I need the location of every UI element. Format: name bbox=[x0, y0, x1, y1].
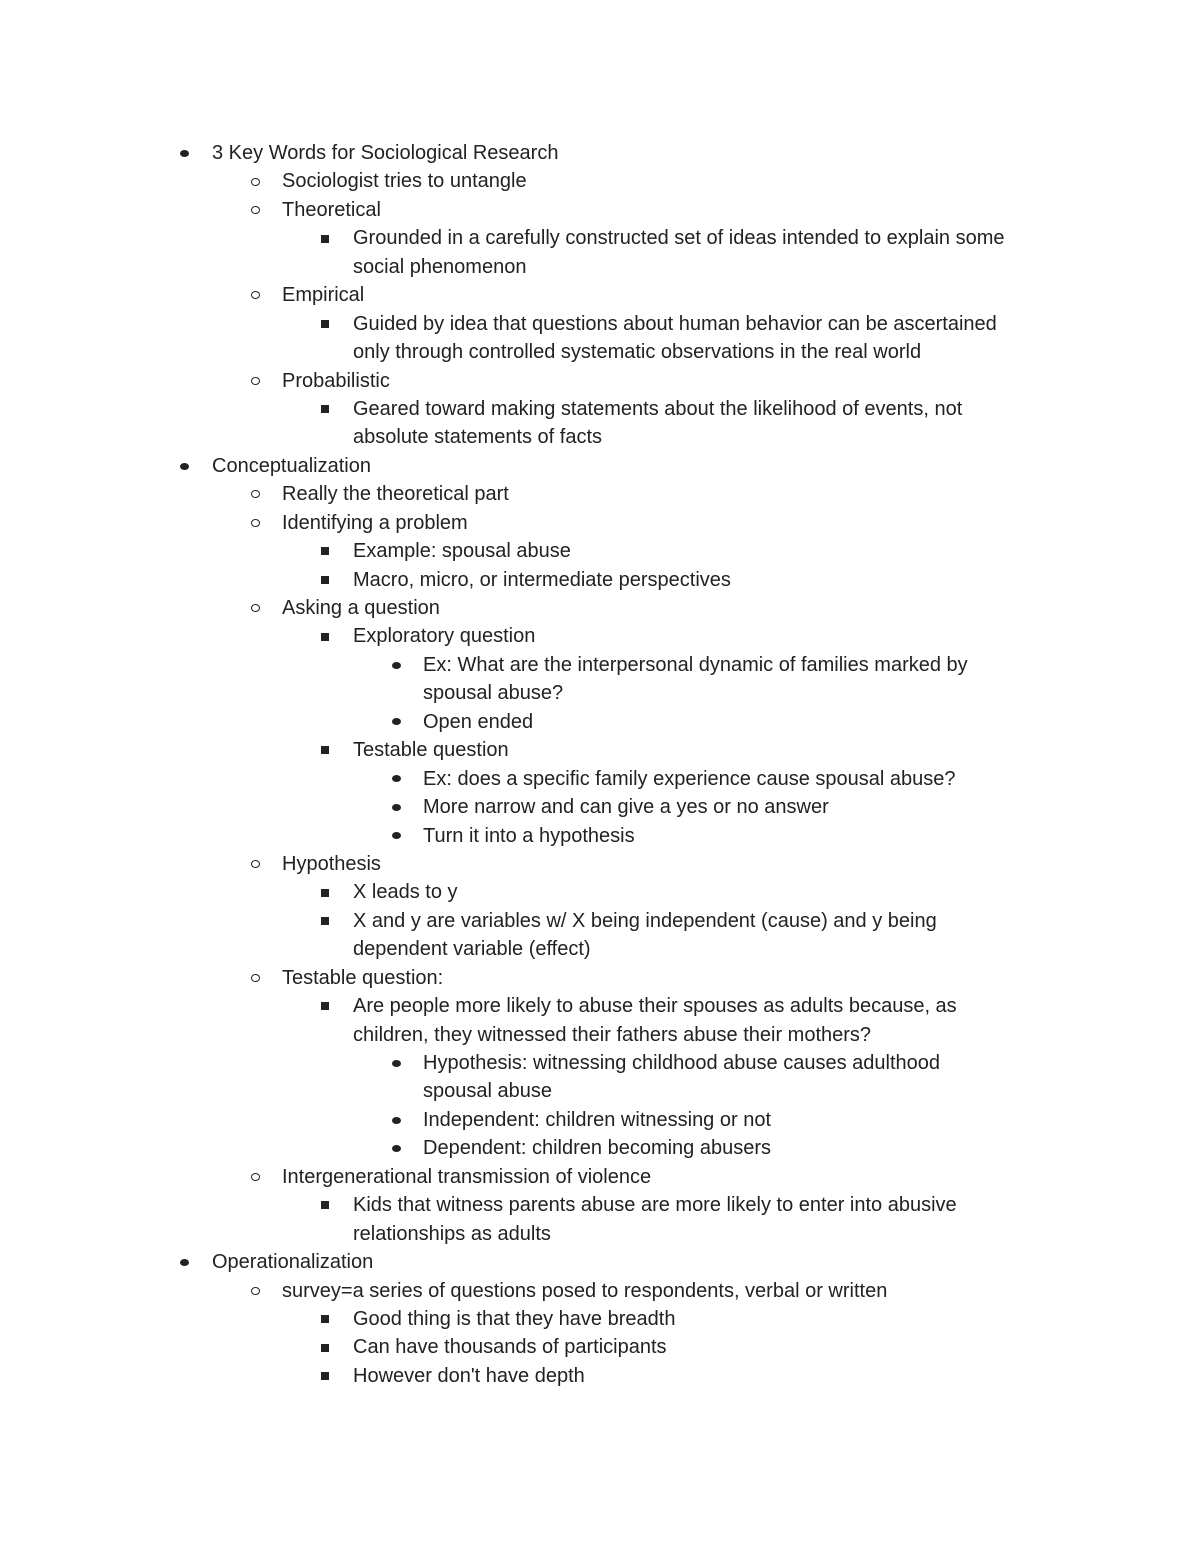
outline-item-text: Probabilistic bbox=[282, 369, 390, 392]
square-bullet-icon bbox=[313, 1191, 337, 1219]
outline-continuation-line bbox=[0, 1220, 1200, 1248]
disc-bullet-icon bbox=[384, 651, 408, 679]
outline-item-level-2 bbox=[0, 878, 1200, 906]
disc-bullet-icon bbox=[384, 765, 408, 793]
outline-continuation-line bbox=[0, 1077, 1200, 1105]
outline-item-text: children, they witnessed their fathers abuse their mothers? bbox=[353, 1023, 872, 1046]
outline-item-level-1 bbox=[0, 850, 1200, 878]
circle-bullet-icon bbox=[243, 1277, 267, 1305]
outline-item-level-2 bbox=[0, 622, 1200, 650]
outline-item-text: Operationalization bbox=[212, 1251, 374, 1274]
disc-bullet-icon bbox=[384, 1049, 408, 1077]
outline-item-text: only through controlled systematic observations in the real world bbox=[353, 341, 922, 364]
outline-item-level-3 bbox=[0, 708, 1200, 736]
outline-item-text: Conceptualization bbox=[212, 454, 371, 477]
outline-item-level-3 bbox=[0, 1134, 1200, 1162]
outline-item-text: Hypothesis: witnessing childhood abuse causes adulthood bbox=[423, 1052, 941, 1074]
outline-item-text: survey=a series of questions posed to respondents, verbal or written bbox=[282, 1279, 888, 1302]
outline-item-level-2 bbox=[0, 537, 1200, 565]
disc-bullet-icon bbox=[384, 1134, 408, 1162]
outline-item-text: Ex: What are the interpersonal dynamic of families marked by bbox=[423, 653, 968, 676]
outline-item-text: Dependent: children becoming abusers bbox=[423, 1137, 771, 1160]
outline-item-text: Theoretical bbox=[282, 198, 381, 221]
square-bullet-icon bbox=[313, 224, 337, 252]
outline-item-text: dependent variable (effect) bbox=[353, 938, 591, 961]
outline-continuation-line bbox=[0, 338, 1200, 366]
circle-bullet-icon bbox=[243, 196, 267, 224]
outline-item-level-3 bbox=[0, 765, 1200, 793]
disc-bullet-icon bbox=[384, 793, 408, 821]
outline-item-text: Sociologist tries to untangle bbox=[282, 170, 527, 193]
outline-item-level-2 bbox=[0, 1305, 1200, 1333]
outline-item-text: Guided by idea that questions about human behavior can be ascertained bbox=[353, 312, 997, 335]
outline-item-text: Empirical bbox=[282, 284, 365, 307]
outline-item-text: spousal abuse? bbox=[423, 682, 564, 705]
circle-bullet-icon bbox=[243, 167, 267, 195]
outline-item-level-2 bbox=[0, 1191, 1200, 1219]
outline-item-level-2 bbox=[0, 992, 1200, 1020]
circle-bullet-icon bbox=[243, 594, 267, 622]
outline-item-level-1 bbox=[0, 167, 1200, 195]
outline-item-level-1 bbox=[0, 1277, 1200, 1305]
outline-item-text: Testable question: bbox=[282, 966, 444, 989]
outline-item-text: X leads to y bbox=[353, 881, 458, 904]
outline-item-level-3 bbox=[0, 1106, 1200, 1134]
outline-item-level-1 bbox=[0, 594, 1200, 622]
outline-item-level-2 bbox=[0, 736, 1200, 764]
outline-item-text: spousal abuse bbox=[423, 1080, 552, 1103]
outline-item-level-3 bbox=[0, 822, 1200, 850]
disc-bullet-icon bbox=[384, 708, 408, 736]
outline-item-text: Kids that witness parents abuse are more likely to enter into abusive bbox=[353, 1194, 957, 1217]
outline-item-level-0 bbox=[0, 139, 1200, 167]
circle-bullet-icon bbox=[243, 1163, 267, 1191]
outline-item-level-1 bbox=[0, 509, 1200, 537]
outline-item-text: Grounded in a carefully constructed set of ideas intended to explain some bbox=[353, 227, 1005, 250]
square-bullet-icon bbox=[313, 537, 337, 565]
circle-bullet-icon bbox=[243, 964, 267, 992]
outline-item-level-2 bbox=[0, 224, 1200, 252]
circle-bullet-icon bbox=[243, 509, 267, 537]
outline-item-level-0 bbox=[0, 1248, 1200, 1276]
outline-continuation-line bbox=[0, 679, 1200, 707]
square-bullet-icon bbox=[313, 566, 337, 594]
disc-bullet-icon bbox=[172, 139, 196, 167]
circle-bullet-icon bbox=[243, 480, 267, 508]
outline-item-text: Ex: does a specific family experience cause spousal abuse? bbox=[423, 767, 956, 790]
outline-item-level-2 bbox=[0, 566, 1200, 594]
notes-outline bbox=[0, 139, 1200, 1390]
disc-bullet-icon bbox=[172, 452, 196, 480]
circle-bullet-icon bbox=[243, 850, 267, 878]
outline-item-text: Intergenerational transmission of violence bbox=[282, 1165, 652, 1188]
outline-item-text: Testable question bbox=[353, 739, 509, 762]
outline-item-text: Are people more likely to abuse their spouses as adults because, as bbox=[353, 995, 957, 1018]
outline-item-text: Can have thousands of participants bbox=[353, 1336, 667, 1359]
circle-bullet-icon bbox=[243, 281, 267, 309]
outline-item-level-1 bbox=[0, 964, 1200, 992]
outline-item-text: Macro, micro, or intermediate perspectives bbox=[353, 568, 731, 591]
outline-item-level-1 bbox=[0, 1163, 1200, 1191]
outline-item-text: Really the theoretical part bbox=[282, 483, 509, 506]
outline-item-text: More narrow and can give a yes or no answer bbox=[423, 796, 829, 819]
outline-item-text: Asking a question bbox=[282, 597, 440, 619]
outline-item-text: Geared toward making statements about the likelihood of events, not bbox=[353, 397, 963, 420]
circle-bullet-icon bbox=[243, 367, 267, 395]
square-bullet-icon bbox=[313, 1333, 337, 1361]
disc-bullet-icon bbox=[384, 822, 408, 850]
outline-item-text: Exploratory question bbox=[353, 625, 536, 648]
square-bullet-icon bbox=[313, 736, 337, 764]
outline-item-text: relationships as adults bbox=[353, 1222, 551, 1245]
outline-item-text: Independent: children witnessing or not bbox=[423, 1108, 772, 1131]
outline-item-level-2 bbox=[0, 310, 1200, 338]
outline-continuation-line bbox=[0, 1021, 1200, 1049]
outline-item-level-2 bbox=[0, 395, 1200, 423]
square-bullet-icon bbox=[313, 992, 337, 1020]
outline-item-level-0 bbox=[0, 452, 1200, 480]
disc-bullet-icon bbox=[172, 1248, 196, 1276]
outline-item-level-3 bbox=[0, 1049, 1200, 1077]
outline-item-text: social phenomenon bbox=[353, 255, 527, 278]
square-bullet-icon bbox=[313, 395, 337, 423]
outline-item-level-1 bbox=[0, 281, 1200, 309]
outline-item-text: absolute statements of facts bbox=[353, 426, 603, 449]
outline-item-level-2 bbox=[0, 1362, 1200, 1390]
outline-continuation-line bbox=[0, 423, 1200, 451]
outline-item-text: Example: spousal abuse bbox=[353, 540, 571, 563]
outline-item-level-2 bbox=[0, 1333, 1200, 1361]
outline-item-text: However don't have depth bbox=[353, 1364, 585, 1387]
outline-item-level-1 bbox=[0, 480, 1200, 508]
square-bullet-icon bbox=[313, 310, 337, 338]
outline-item-text: X and y are variables w/ X being independent (cause) and y being bbox=[353, 909, 937, 932]
outline-item-text: Open ended bbox=[423, 710, 534, 733]
square-bullet-icon bbox=[313, 622, 337, 650]
square-bullet-icon bbox=[313, 1305, 337, 1333]
square-bullet-icon bbox=[313, 907, 337, 935]
outline-item-text: Hypothesis bbox=[282, 852, 381, 875]
outline-continuation-line bbox=[0, 253, 1200, 281]
outline-item-level-1 bbox=[0, 196, 1200, 224]
outline-item-text: Identifying a problem bbox=[282, 511, 468, 534]
outline-item-level-1 bbox=[0, 367, 1200, 395]
outline-item-text: Good thing is that they have breadth bbox=[353, 1307, 676, 1330]
square-bullet-icon bbox=[313, 1362, 337, 1390]
outline-item-text: 3 Key Words for Sociological Research bbox=[212, 142, 559, 164]
outline-item-level-3 bbox=[0, 651, 1200, 679]
outline-item-text: Turn it into a hypothesis bbox=[423, 824, 635, 847]
outline-item-level-3 bbox=[0, 793, 1200, 821]
outline-continuation-line bbox=[0, 935, 1200, 963]
disc-bullet-icon bbox=[384, 1106, 408, 1134]
square-bullet-icon bbox=[313, 878, 337, 906]
outline-item-level-2 bbox=[0, 907, 1200, 935]
